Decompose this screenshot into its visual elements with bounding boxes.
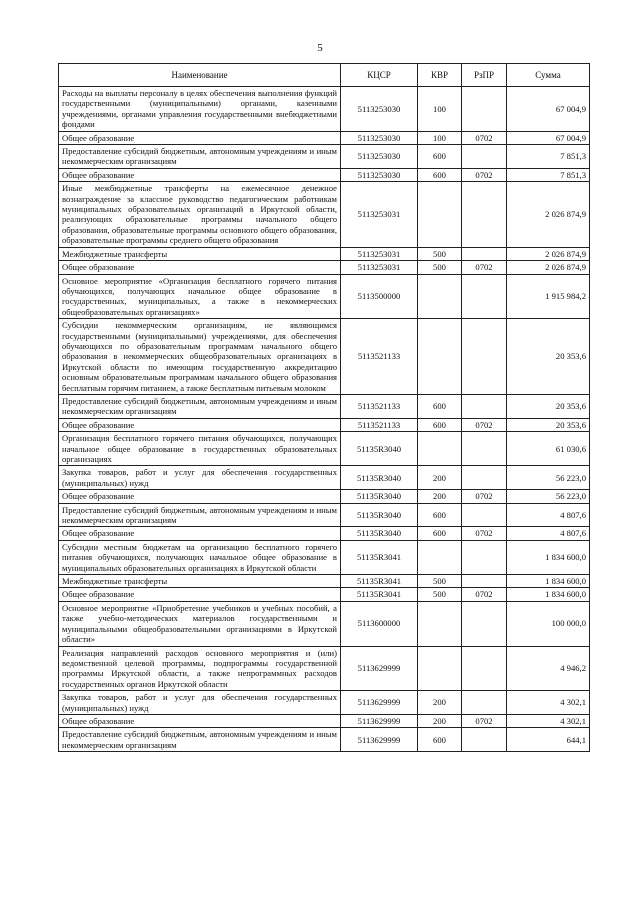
row-sum: 4 302,1 xyxy=(507,714,590,727)
row-kcsr: 5113253030 xyxy=(341,131,418,144)
row-rzpr: 0702 xyxy=(462,527,507,540)
header-sum: Сумма xyxy=(507,64,590,87)
table-row xyxy=(59,182,590,247)
table-row xyxy=(59,466,590,490)
table-row xyxy=(59,691,590,715)
row-rzpr xyxy=(462,728,507,752)
row-sum: 7 851,3 xyxy=(507,145,590,169)
row-name: Закупка товаров, работ и услуг для обеспечения государственных (муниципальных) нужд xyxy=(59,691,341,715)
table-row xyxy=(59,274,590,319)
table-header-row xyxy=(59,64,590,87)
row-rzpr xyxy=(462,575,507,588)
row-kcsr: 5113521133 xyxy=(341,418,418,431)
row-kvr: 600 xyxy=(418,418,462,431)
row-sum: 2 026 874,9 xyxy=(507,182,590,247)
table-row xyxy=(59,714,590,727)
row-kcsr: 5113253031 xyxy=(341,247,418,260)
table-row xyxy=(59,87,590,132)
table-row xyxy=(59,319,590,395)
row-kvr: 100 xyxy=(418,131,462,144)
header-kvr: КВР xyxy=(418,64,462,87)
row-rzpr xyxy=(462,247,507,260)
row-name: Общее образование xyxy=(59,714,341,727)
row-name: Предоставление субсидий бюджетным, автономным учреждениям и иным некоммерческим организациям xyxy=(59,394,341,418)
row-sum: 1 834 600,0 xyxy=(507,540,590,574)
row-kvr: 600 xyxy=(418,728,462,752)
row-rzpr: 0702 xyxy=(462,714,507,727)
row-kvr: 200 xyxy=(418,714,462,727)
header-kcsr: КЦСР xyxy=(341,64,418,87)
row-sum: 100 000,0 xyxy=(507,601,590,646)
row-name: Реализация направлений расходов основного мероприятия и (или) ведомственной целевой программы, подпрограммы государственной программы Иркутской области, а также непрограммных расходов государственных органов Иркутской области xyxy=(59,646,341,691)
row-rzpr xyxy=(462,394,507,418)
row-kcsr: 5113629999 xyxy=(341,714,418,727)
row-sum: 1 834 600,0 xyxy=(507,588,590,601)
row-name: Субсидии некоммерческим организациям, не являющимся государственными (муниципальными) учреждениями, для обеспечения обучающихся по образовательным программам начального общего образования в некоммерческих общеобразовательных организациях в Иркутской области по имеющим государственную аккредитацию основным образовательным программам начального общего образования бесплатным горячим питанием, а также бесплатным питьевым молоком xyxy=(59,319,341,395)
row-kcsr: 5113629999 xyxy=(341,691,418,715)
row-kcsr: 5113521133 xyxy=(341,319,418,395)
row-name: Предоставление субсидий бюджетным, автономным учреждениям и иным некоммерческим организациям xyxy=(59,728,341,752)
row-kvr xyxy=(418,182,462,247)
header-rzpr: РзПР xyxy=(462,64,507,87)
row-kcsr: 5113253030 xyxy=(341,168,418,181)
row-kcsr: 51135R3040 xyxy=(341,432,418,466)
row-kvr: 600 xyxy=(418,168,462,181)
row-kcsr: 51135R3041 xyxy=(341,575,418,588)
row-kcsr: 5113629999 xyxy=(341,728,418,752)
row-kvr: 200 xyxy=(418,490,462,503)
row-sum: 20 353,6 xyxy=(507,319,590,395)
row-kvr: 600 xyxy=(418,145,462,169)
row-kcsr: 5113253030 xyxy=(341,145,418,169)
row-sum: 1 915 984,2 xyxy=(507,274,590,319)
row-name: Организация бесплатного горячего питания обучающихся, получающих начальное общее образование в государственных образовательных организациях xyxy=(59,432,341,466)
table-row xyxy=(59,601,590,646)
table-row xyxy=(59,527,590,540)
row-kvr xyxy=(418,432,462,466)
row-name: Закупка товаров, работ и услуг для обеспечения государственных (муниципальных) нужд xyxy=(59,466,341,490)
row-rzpr xyxy=(462,466,507,490)
page-number: 5 xyxy=(317,42,323,54)
row-kvr xyxy=(418,319,462,395)
row-rzpr: 0702 xyxy=(462,418,507,431)
row-sum: 7 851,3 xyxy=(507,168,590,181)
row-sum: 20 353,6 xyxy=(507,418,590,431)
row-rzpr: 0702 xyxy=(462,588,507,601)
row-kvr xyxy=(418,646,462,691)
row-kcsr: 5113629999 xyxy=(341,646,418,691)
row-name: Иные межбюджетные трансферты на ежемесячное денежное вознаграждение за классное руководство педагогическим работникам муниципальных образовательных организаций в Иркутской области, реализующих образовательные программы начального общего образования, образовательные программы основного общего образования, образовательные программы среднего общего образования xyxy=(59,182,341,247)
table-row xyxy=(59,261,590,274)
row-name: Предоставление субсидий бюджетным, автономным учреждениям и иным некоммерческим организациям xyxy=(59,503,341,527)
row-rzpr: 0702 xyxy=(462,131,507,144)
row-kcsr: 5113253031 xyxy=(341,261,418,274)
row-kvr: 200 xyxy=(418,466,462,490)
row-rzpr xyxy=(462,503,507,527)
row-rzpr xyxy=(462,319,507,395)
row-sum: 2 026 874,9 xyxy=(507,261,590,274)
row-kcsr: 51135R3041 xyxy=(341,588,418,601)
row-name: Субсидии местным бюджетам на организацию бесплатного горячего питания обучающихся, получающих начальное общее образование в муниципальных образовательных организациях в Иркутской области xyxy=(59,540,341,574)
row-rzpr xyxy=(462,182,507,247)
table-row xyxy=(59,432,590,466)
row-sum: 4 807,6 xyxy=(507,527,590,540)
row-sum: 1 834 600,0 xyxy=(507,575,590,588)
row-kvr: 500 xyxy=(418,575,462,588)
row-rzpr xyxy=(462,432,507,466)
table-row xyxy=(59,145,590,169)
row-kvr: 200 xyxy=(418,691,462,715)
row-name: Расходы на выплаты персоналу в целях обеспечения выполнения функций государственными (муниципальными) органами, казенными учреждениями, органами управления государственными внебюджетными фондами xyxy=(59,87,341,132)
row-kcsr: 5113600000 xyxy=(341,601,418,646)
row-sum: 61 030,6 xyxy=(507,432,590,466)
row-rzpr xyxy=(462,145,507,169)
row-kvr: 600 xyxy=(418,527,462,540)
row-sum: 20 353,6 xyxy=(507,394,590,418)
row-kvr: 600 xyxy=(418,394,462,418)
row-rzpr: 0702 xyxy=(462,490,507,503)
table-row xyxy=(59,394,590,418)
row-name: Общее образование xyxy=(59,527,341,540)
table-row xyxy=(59,131,590,144)
row-kcsr: 51135R3041 xyxy=(341,540,418,574)
table-row xyxy=(59,575,590,588)
row-name: Предоставление субсидий бюджетным, автономным учреждениям и иным некоммерческим организациям xyxy=(59,145,341,169)
row-sum: 67 004,9 xyxy=(507,131,590,144)
header-name: Наименование xyxy=(59,64,341,87)
row-rzpr: 0702 xyxy=(462,168,507,181)
row-kvr: 500 xyxy=(418,588,462,601)
row-sum: 56 223,0 xyxy=(507,490,590,503)
row-name: Общее образование xyxy=(59,588,341,601)
row-kcsr: 5113521133 xyxy=(341,394,418,418)
table-row xyxy=(59,490,590,503)
table-row xyxy=(59,728,590,752)
row-kvr: 600 xyxy=(418,503,462,527)
row-kcsr: 51135R3040 xyxy=(341,527,418,540)
row-name: Межбюджетные трансферты xyxy=(59,247,341,260)
row-sum: 4 302,1 xyxy=(507,691,590,715)
row-kvr xyxy=(418,274,462,319)
table-row xyxy=(59,503,590,527)
row-name: Общее образование xyxy=(59,261,341,274)
row-kcsr: 5113253031 xyxy=(341,182,418,247)
table-row xyxy=(59,418,590,431)
row-rzpr xyxy=(462,646,507,691)
table-row xyxy=(59,168,590,181)
row-sum: 4 946,2 xyxy=(507,646,590,691)
row-name: Общее образование xyxy=(59,131,341,144)
row-rzpr xyxy=(462,274,507,319)
row-kvr: 100 xyxy=(418,87,462,132)
row-rzpr xyxy=(462,601,507,646)
row-sum: 56 223,0 xyxy=(507,466,590,490)
table-row xyxy=(59,646,590,691)
row-rzpr xyxy=(462,87,507,132)
row-name: Межбюджетные трансферты xyxy=(59,575,341,588)
budget-table xyxy=(58,63,590,752)
row-rzpr: 0702 xyxy=(462,261,507,274)
row-kvr xyxy=(418,601,462,646)
row-kcsr: 5113500000 xyxy=(341,274,418,319)
row-rzpr xyxy=(462,540,507,574)
row-kcsr: 5113253030 xyxy=(341,87,418,132)
row-sum: 67 004,9 xyxy=(507,87,590,132)
row-kcsr: 51135R3040 xyxy=(341,466,418,490)
row-rzpr xyxy=(462,691,507,715)
row-sum: 644,1 xyxy=(507,728,590,752)
row-name: Основное мероприятие «Приобретение учебников и учебных пособий, а также учебно-методических материалов государственными и муниципальными общеобразовательными организациями в Иркутской области» xyxy=(59,601,341,646)
row-sum: 2 026 874,9 xyxy=(507,247,590,260)
row-kcsr: 51135R3040 xyxy=(341,490,418,503)
row-sum: 4 807,6 xyxy=(507,503,590,527)
table-row xyxy=(59,540,590,574)
table-row xyxy=(59,588,590,601)
row-name: Общее образование xyxy=(59,168,341,181)
row-kcsr: 51135R3040 xyxy=(341,503,418,527)
row-name: Общее образование xyxy=(59,418,341,431)
row-kvr: 500 xyxy=(418,247,462,260)
table-row xyxy=(59,247,590,260)
row-name: Общее образование xyxy=(59,490,341,503)
row-name: Основное мероприятие «Организация бесплатного горячего питания обучающихся, получающих начальное общее образование в государственных, муниципальных, а также в некоммерческих общеобразовательных организациях» xyxy=(59,274,341,319)
row-kvr: 500 xyxy=(418,261,462,274)
row-kvr xyxy=(418,540,462,574)
